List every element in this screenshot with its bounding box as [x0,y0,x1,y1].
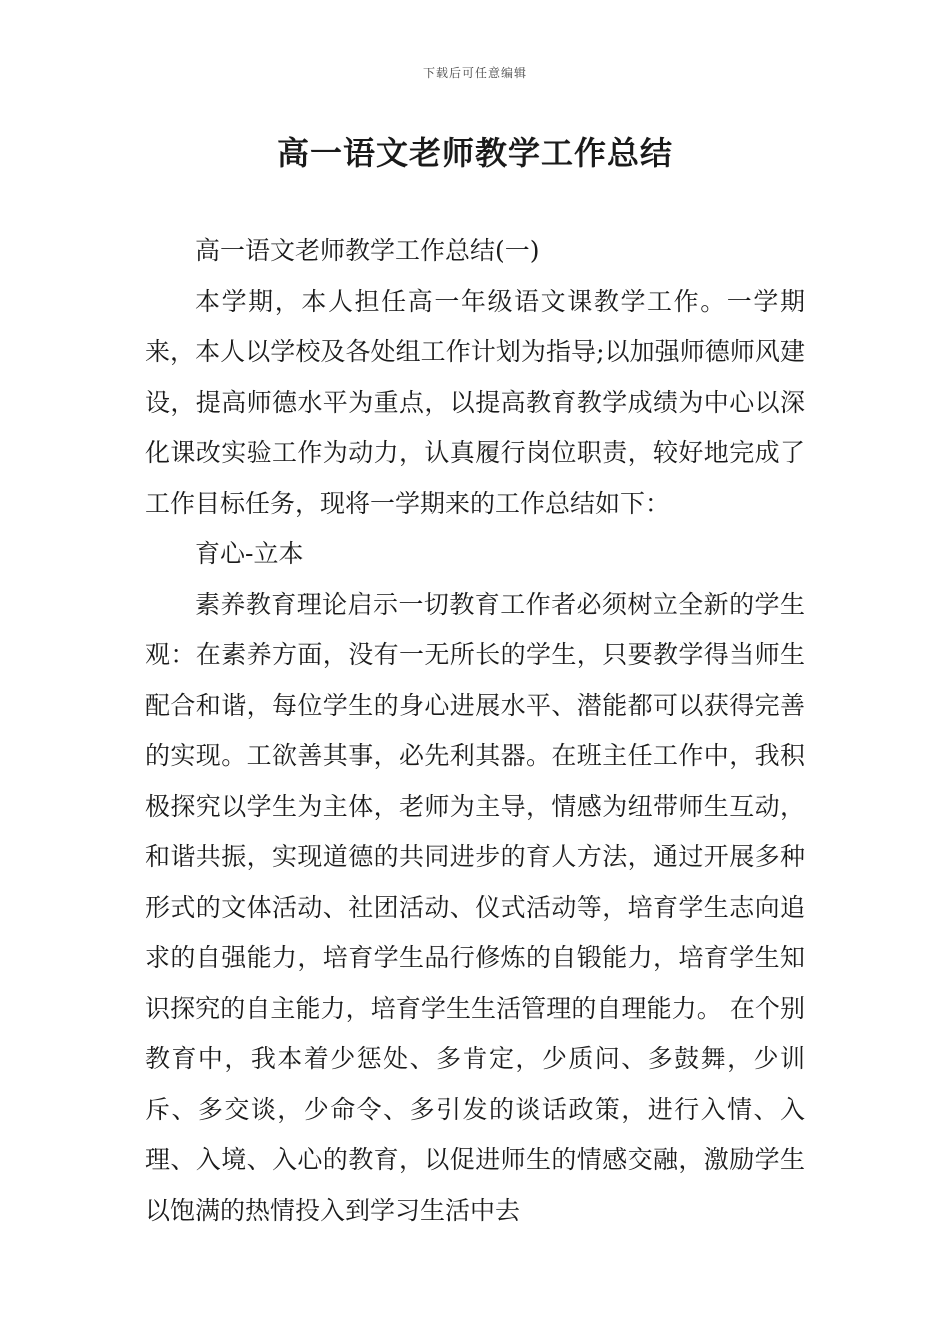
paragraph-section-heading: 育心-立本 [195,539,304,568]
paragraph-body: 素养教育理论启示一切教育工作者必须树立全新的学生观：在素养方面，没有一无所长的学生，只要教学得当师生配合和谐，每位学生的身心进展水平、潜能都可以获得完善的实现。工欲善其事，必先利其器。在班主任工作中，我积极探究以学生为主体，老师为主导，情感为纽带师生互动，和谐共振，实现道德的共同进步的育人方法，通过开展多种形式的文体活动、社团活动、仪式活动等，培育学生志向追求的自强能力，培育学生品行修炼的自锻能力，培育学生知识探究的自主能力，培育学生生活管理的自理能力。 在个别教育中，我本着少惩处、多肯定，少质问、多鼓舞，少训斥、多交谈，少命令、多引发的谈话政策，进行入情、入理、入境、入心的教育，以促进师生的情感交融，激励学生以饱满的热情投入到学习生活中去 [145,589,805,1225]
header-note: 下载后可任意编辑 [422,66,527,80]
paragraph-intro: 本学期，本人担任高一年级语文课教学工作。一学期来，本人以学校及各处组工作计划为指导;以加强师德师风建设，提高师德水平为重点，以提高教育教学成绩为中心以深化课改实验工作为动力，认真履行岗位职责，较好地完成了工作目标任务，现将一学期来的工作总结如下： [145,286,805,518]
document-title: 高一语文老师教学工作总结 [276,134,673,172]
document-body [145,226,805,1236]
paragraph-subtitle: 高一语文老师教学工作总结(一) [195,236,540,265]
